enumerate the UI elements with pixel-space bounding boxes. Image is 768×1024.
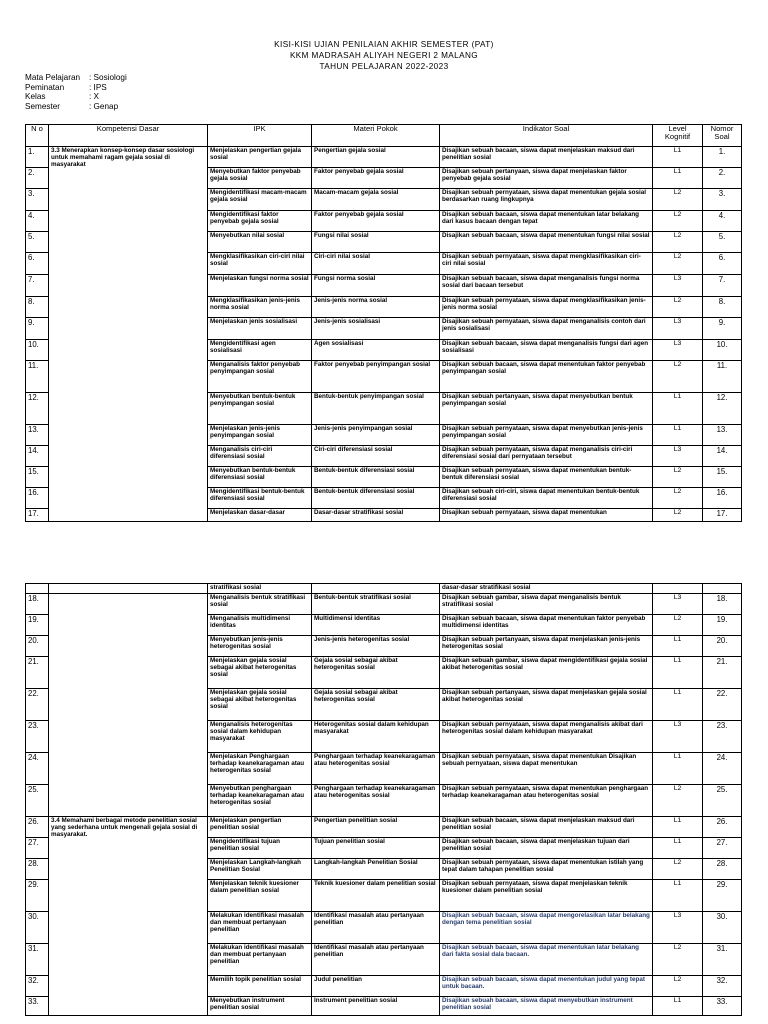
- indikator-cell: Disajikan sebuah bacaan, siswa dapat menentukan faktor penyebab penyimpangan sosial: [440, 361, 653, 393]
- ipk-cell: Menjelaskan jenis sosialisasi: [208, 318, 312, 340]
- document-title: KISI-KISI UJIAN PENILAIAN AKHIR SEMESTER (PAT): [274, 40, 494, 49]
- materi-cell: Penghargaan terhadap keanekaragaman atau heterogenitas sosial: [312, 785, 440, 817]
- no-cell: 17.: [26, 509, 49, 522]
- materi-cell: Bentuk-bentuk diferensiasi sosial: [312, 488, 440, 509]
- no-cell: 8.: [26, 297, 49, 318]
- no-cell: 31.: [26, 944, 49, 976]
- ipk-cell: Menyebutkan faktor penyebab gejala sosial: [208, 168, 312, 189]
- indikator-cell: Disajikan sebuah gambar, siswa dapat mengidentifikasi gejala sosial akibat heterogenitas sosial: [440, 657, 653, 689]
- materi-cell: Bentuk-bentuk penyimpangan sosial: [312, 393, 440, 425]
- col-nomor-soal: Nomor Soal: [703, 125, 742, 147]
- no-cell: 11.: [26, 361, 49, 393]
- col-level-kognitif: Level Kognitif: [653, 125, 703, 147]
- document-meta: [25, 73, 127, 111]
- nomor-cell: 5.: [703, 232, 742, 253]
- level-cell: L3: [653, 594, 703, 615]
- ipk-cell: Menyebutkan nilai sosial: [208, 232, 312, 253]
- meta-specialization: Peminatan : IPS: [25, 82, 107, 92]
- no-cell: 23.: [26, 721, 49, 753]
- no-cell: 22.: [26, 689, 49, 721]
- no-cell: 18.: [26, 594, 49, 615]
- col-no: N o: [26, 125, 49, 147]
- no-cell: 32.: [26, 976, 49, 997]
- nomor-cell: 30.: [703, 912, 742, 944]
- kompetensi-dasar-cell: [49, 594, 208, 817]
- ipk-cell: Menjelaskan pengertian penelitian sosial: [208, 817, 312, 838]
- ipk-cell: Menjelaskan gejala sosial sebagai akibat heterogenitas sosial: [208, 689, 312, 721]
- no-cell: 7.: [26, 275, 49, 297]
- materi-cell: Identifikasi masalah atau pertanyaan penelitian: [312, 912, 440, 944]
- no-cell: 15.: [26, 467, 49, 488]
- no-cell: 25.: [26, 785, 49, 817]
- no-cell: 19.: [26, 615, 49, 636]
- ipk-cell: Menjelaskan teknik kuesioner dalam penelitian sosial: [208, 880, 312, 912]
- materi-cell: Fungsi norma sosial: [312, 275, 440, 297]
- no-cell: 30.: [26, 912, 49, 944]
- indikator-cell: dasar-dasar stratifikasi sosial: [440, 584, 653, 594]
- col-ipk: IPK: [208, 125, 312, 147]
- ipk-cell: Mengidentifikasi faktor penyebab gejala sosial: [208, 211, 312, 232]
- materi-cell: Bentuk-bentuk stratifikasi sosial: [312, 594, 440, 615]
- no-cell: 9.: [26, 318, 49, 340]
- no-cell: 1.: [26, 147, 49, 168]
- ipk-cell: Menganalisis ciri-ciri diferensiasi sosial: [208, 446, 312, 467]
- no-cell: 20.: [26, 636, 49, 657]
- nomor-cell: 29.: [703, 880, 742, 912]
- materi-cell: Teknik kuesioner dalam penelitian sosial: [312, 880, 440, 912]
- no-cell: 27.: [26, 838, 49, 859]
- indikator-cell: Disajikan sebuah pernyataan, siswa dapat menentukan bentuk-bentuk diferensiasi sosial: [440, 467, 653, 488]
- no-cell: 10.: [26, 340, 49, 361]
- indikator-cell: Disajikan sebuah pernyataan, siswa dapat menentukan istilah yang tepat dalam tahapan penelitian sosial: [440, 859, 653, 880]
- indikator-cell: Disajikan sebuah bacaan, siswa dapat menentukan judul yang tepat untuk bacaan.: [440, 976, 653, 997]
- materi-cell: Langkah-langkah Penelitian Sosial: [312, 859, 440, 880]
- materi-cell: Jenis-jenis heterogenitas sosial: [312, 636, 440, 657]
- indikator-cell: Disajikan sebuah pertanyaan, siswa dapat menjelaskan faktor penyebab gejala sosial: [440, 168, 653, 189]
- nomor-cell: 24.: [703, 753, 742, 785]
- ipk-cell: Menjelaskan Langkah-langkah Penelitian Sosial: [208, 859, 312, 880]
- materi-cell: Ciri-ciri diferensiasi sosial: [312, 446, 440, 467]
- no-cell: 33.: [26, 997, 49, 1016]
- level-cell: L1: [653, 817, 703, 838]
- nomor-cell: 18.: [703, 594, 742, 615]
- materi-cell: Dasar-dasar stratifikasi sosial: [312, 509, 440, 522]
- materi-cell: Pengertian penelitian sosial: [312, 817, 440, 838]
- level-cell: L1: [653, 880, 703, 912]
- col-materi-pokok: Materi Pokok: [312, 125, 440, 147]
- level-cell: L1: [653, 657, 703, 689]
- level-cell: L2: [653, 232, 703, 253]
- indikator-cell: Disajikan sebuah pernyataan, siswa dapat menentukan penghargaan terhadap keanekaragaman atau heterogenitas sosial: [440, 785, 653, 817]
- level-cell: L1: [653, 838, 703, 859]
- no-cell: 29.: [26, 880, 49, 912]
- no-cell: 24.: [26, 753, 49, 785]
- ipk-cell: Memilih topik penelitian sosial: [208, 976, 312, 997]
- nomor-cell: 19.: [703, 615, 742, 636]
- level-cell: L3: [653, 446, 703, 467]
- level-cell: L3: [653, 340, 703, 361]
- no-cell: 14.: [26, 446, 49, 467]
- nomor-cell: 15.: [703, 467, 742, 488]
- ipk-cell: Mengidentifikasi bentuk-bentuk diferensiasi sosial: [208, 488, 312, 509]
- indikator-cell: Disajikan sebuah pertanyaan, siswa dapat menyebutkan bentuk penyimpangan sosial: [440, 393, 653, 425]
- nomor-cell: 31.: [703, 944, 742, 976]
- indikator-cell: Disajikan sebuah gambar, siswa dapat menganalisis bentuk stratifikasi sosial: [440, 594, 653, 615]
- ipk-cell: Menjelaskan jenis-jenis penyimpangan sosial: [208, 425, 312, 446]
- ipk-cell: Mengklasifikasikan ciri-ciri nilai sosial: [208, 253, 312, 275]
- kisi-kisi-table: [25, 124, 742, 522]
- nomor-cell: 27.: [703, 838, 742, 859]
- materi-cell: Jenis-jenis norma sosial: [312, 297, 440, 318]
- materi-cell: Faktor penyebab gejala sosial: [312, 168, 440, 189]
- level-cell: L3: [653, 721, 703, 753]
- level-cell: L2: [653, 297, 703, 318]
- ipk-cell: Mengklasifikasikan jenis-jenis norma sosial: [208, 297, 312, 318]
- col-indikator-soal: Indikator Soal: [440, 125, 653, 147]
- level-cell: L2: [653, 976, 703, 997]
- indikator-cell: Disajikan sebuah pertanyaan, siswa dapat menjelaskan jenis-jenis heterogenitas sosial: [440, 636, 653, 657]
- indikator-cell: Disajikan sebuah bacaan, siswa dapat menentukan latar belakang dari kasus bacaan dengan tepat: [440, 211, 653, 232]
- no-cell: 16.: [26, 488, 49, 509]
- ipk-cell: Melakukan identifikasi masalah dan membuat pertanyaan penelitian: [208, 912, 312, 944]
- meta-semester: Semester : Genap: [25, 101, 119, 111]
- nomor-cell: 16.: [703, 488, 742, 509]
- ipk-cell: Menjelaskan dasar-dasar: [208, 509, 312, 522]
- indikator-cell: Disajikan sebuah pernyataan, siswa dapat menentukan: [440, 509, 653, 522]
- nomor-cell: 26.: [703, 817, 742, 838]
- level-cell: L2: [653, 361, 703, 393]
- ipk-cell: Menganalisis bentuk stratifikasi sosial: [208, 594, 312, 615]
- ipk-cell: Menyebutkan jenis-jenis heterogenitas sosial: [208, 636, 312, 657]
- ipk-cell: Menganalisis multidimensi identitas: [208, 615, 312, 636]
- nomor-cell: 2.: [703, 168, 742, 189]
- no-cell: 4.: [26, 211, 49, 232]
- nomor-cell: 23.: [703, 721, 742, 753]
- indikator-cell: Disajikan sebuah pernyataan, siswa dapat menyebutkan jenis-jenis penyimpangan sosial: [440, 425, 653, 446]
- indikator-cell: Disajikan sebuah ciri-ciri, siswa dapat menentukan bentuk-bentuk diferensiasi sosial: [440, 488, 653, 509]
- indikator-cell: Disajikan sebuah bacaan, siswa dapat menganalisis fungsi dari agen sosialisasi: [440, 340, 653, 361]
- indikator-cell: Disajikan sebuah pernyataan, siswa dapat menentukan gejala sosial berdasarkan ruang lingkupnya: [440, 189, 653, 211]
- nomor-cell: 14.: [703, 446, 742, 467]
- nomor-cell: 3.: [703, 189, 742, 211]
- level-cell: L2: [653, 211, 703, 232]
- nomor-cell: 32.: [703, 976, 742, 997]
- indikator-cell: Disajikan sebuah bacaan, siswa dapat mengorelasikan latar belakang dengan tema penelitian sosial: [440, 912, 653, 944]
- indikator-cell: Disajikan sebuah pernyataan, siswa dapat menentukan Disajikan sebuah pernyataan, siswa dapat menentukan: [440, 753, 653, 785]
- kompetensi-dasar-cell: 3.4 Memahami berbagai metode penelitian sosial yang sederhana untuk mengenali gejala sosial di masyarakat.: [49, 817, 208, 1016]
- indikator-cell: Disajikan sebuah pernyataan, siswa dapat mengklasifikasikan jenis-jenis norma sosial: [440, 297, 653, 318]
- materi-cell: Gejala sosial sebagai akibat heterogenitas sosial: [312, 689, 440, 721]
- nomor-cell: 13.: [703, 425, 742, 446]
- indikator-cell: Disajikan sebuah bacaan, siswa dapat menentukan faktor penyebab multidimensi identitas: [440, 615, 653, 636]
- table-header-row: [26, 125, 742, 147]
- materi-cell: Tujuan penelitian sosial: [312, 838, 440, 859]
- level-cell: L2: [653, 859, 703, 880]
- indikator-cell: Disajikan sebuah bacaan, siswa dapat menganalisis fungsi norma sosial dari bacaan tersebut: [440, 275, 653, 297]
- materi-cell: Jenis-jenis penyimpangan sosial: [312, 425, 440, 446]
- kisi-kisi-table-continued: [25, 583, 742, 1016]
- indikator-cell: Disajikan sebuah bacaan, siswa dapat menjelaskan maksud dari penelitian sosial: [440, 147, 653, 168]
- meta-subject: Mata Pelajaran : Sosiologi: [25, 73, 127, 82]
- page-gap: [0, 530, 768, 580]
- ipk-cell: Menjelaskan fungsi norma sosial: [208, 275, 312, 297]
- level-cell: L1: [653, 393, 703, 425]
- ipk-cell: Menyebutkan instrument penelitian sosial: [208, 997, 312, 1016]
- ipk-cell: Melakukan identifikasi masalah dan membuat pertanyaan penelitian: [208, 944, 312, 976]
- indikator-cell: Disajikan sebuah pertanyaan, siswa dapat menjelaskan gejala sosial akibat heterogenitas sosial: [440, 689, 653, 721]
- ipk-cell: Menyebutkan bentuk-bentuk penyimpangan sosial: [208, 393, 312, 425]
- level-cell: L1: [653, 636, 703, 657]
- ipk-cell: Menyebutkan bentuk-bentuk diferensiasi sosial: [208, 467, 312, 488]
- level-cell: L2: [653, 189, 703, 211]
- nomor-cell: 9.: [703, 318, 742, 340]
- nomor-cell: 4.: [703, 211, 742, 232]
- nomor-cell: 6.: [703, 253, 742, 275]
- indikator-cell: Disajikan sebuah pernyataan, siswa dapat menganalisis ciri-ciri diferensiasi sosial dari pernyataan tersebut: [440, 446, 653, 467]
- nomor-cell: 11.: [703, 361, 742, 393]
- level-cell: L3: [653, 275, 703, 297]
- no-cell: 5.: [26, 232, 49, 253]
- nomor-cell: 33.: [703, 997, 742, 1016]
- indikator-cell: Disajikan sebuah pernyataan, siswa dapat mengklasifikasikan ciri-ciri nilai sosial: [440, 253, 653, 275]
- materi-cell: Macam-macam gejala sosial: [312, 189, 440, 211]
- materi-cell: Jenis-jenis sosialisasi: [312, 318, 440, 340]
- level-cell: L1: [653, 168, 703, 189]
- nomor-cell: 20.: [703, 636, 742, 657]
- no-cell: 28.: [26, 859, 49, 880]
- nomor-cell: 8.: [703, 297, 742, 318]
- no-cell: 2.: [26, 168, 49, 189]
- ipk-cell: Menjelaskan pengertian gejala sosial: [208, 147, 312, 168]
- no-cell: 13.: [26, 425, 49, 446]
- level-cell: L3: [653, 912, 703, 944]
- col-kompetensi-dasar: Kompetensi Dasar: [49, 125, 208, 147]
- materi-cell: Bentuk-bentuk diferensiasi sosial: [312, 467, 440, 488]
- meta-class: Kelas : X: [25, 92, 100, 102]
- indikator-cell: Disajikan sebuah bacaan, siswa dapat menjelaskan tujuan dari penelitian sosial: [440, 838, 653, 859]
- level-cell: L1: [653, 147, 703, 168]
- level-cell: L3: [653, 318, 703, 340]
- ipk-cell: Menganalisis faktor penyebab penyimpangan sosial: [208, 361, 312, 393]
- ipk-cell: stratifikasi sosial: [208, 584, 312, 594]
- indikator-cell: Disajikan sebuah pernyataan, siswa dapat menjelaskan teknik kuesioner dalam penelitian sosial: [440, 880, 653, 912]
- no-cell: 6.: [26, 253, 49, 275]
- no-cell: 26.: [26, 817, 49, 838]
- materi-cell: Gejala sosial sebagai akibat heterogenitas sosial: [312, 657, 440, 689]
- materi-cell: Agen sosialisasi: [312, 340, 440, 361]
- indikator-cell: Disajikan sebuah pernyataan, siswa dapat menganalisis akibat dari heterogenitas sosial dalam kehidupan masyarakat: [440, 721, 653, 753]
- nomor-cell: 7.: [703, 275, 742, 297]
- level-cell: L2: [653, 615, 703, 636]
- materi-cell: Judul penelitian: [312, 976, 440, 997]
- materi-cell: Heterogenitas sosial dalam kehidupan masyarakat: [312, 721, 440, 753]
- level-cell: L2: [653, 253, 703, 275]
- ipk-cell: Menyebutkan penghargaan terhadap keanekaragaman atau heterogenitas sosial: [208, 785, 312, 817]
- level-cell: L2: [653, 488, 703, 509]
- level-cell: L1: [653, 425, 703, 446]
- level-cell: L2: [653, 467, 703, 488]
- no-cell: 21.: [26, 657, 49, 689]
- school-name: KKM MADRASAH ALIYAH NEGERI 2 MALANG: [289, 51, 479, 60]
- nomor-cell: 25.: [703, 785, 742, 817]
- nomor-cell: 22.: [703, 689, 742, 721]
- ipk-cell: Menjelaskan gejala sosial sebagai akibat heterogenitas sosial: [208, 657, 312, 689]
- ipk-cell: Mengidentifikasi agen sosialisasi: [208, 340, 312, 361]
- indikator-cell: Disajikan sebuah bacaan, siswa dapat menentukan fungsi nilai sosial: [440, 232, 653, 253]
- indikator-cell: Disajikan sebuah bacaan, siswa dapat menyebutkan instrument penelitian sosial: [440, 997, 653, 1016]
- academic-year: TAHUN PELAJARAN 2022-2023: [319, 62, 449, 71]
- nomor-cell: 12.: [703, 393, 742, 425]
- ipk-cell: Mengidentifikasi tujuan penelitian sosial: [208, 838, 312, 859]
- table-row: [26, 147, 742, 168]
- level-cell: L1: [653, 997, 703, 1016]
- level-cell: L2: [653, 785, 703, 817]
- level-cell: L2: [653, 944, 703, 976]
- level-cell: L1: [653, 689, 703, 721]
- ipk-cell: Mengidentifikasi macam-macam gejala sosial: [208, 189, 312, 211]
- materi-cell: Faktor penyebab penyimpangan sosial: [312, 361, 440, 393]
- kompetensi-dasar-cell: 3.3 Menerapkan konsep-konsep dasar sosiologi untuk memahami ragam gejala sosial di masyarakat: [49, 147, 208, 522]
- materi-cell: Identifikasi masalah atau pertanyaan penelitian: [312, 944, 440, 976]
- materi-cell: Multidimensi identitas: [312, 615, 440, 636]
- materi-cell: Penghargaan terhadap keanekaragaman atau heterogenitas sosial: [312, 753, 440, 785]
- table-row: [26, 594, 742, 615]
- indikator-cell: Disajikan sebuah bacaan, siswa dapat menjelaskan maksud dari penelitian sosial: [440, 817, 653, 838]
- no-cell: 12.: [26, 393, 49, 425]
- nomor-cell: 10.: [703, 340, 742, 361]
- nomor-cell: 28.: [703, 859, 742, 880]
- table-row-continued: [26, 584, 742, 594]
- indikator-cell: Disajikan sebuah bacaan, siswa dapat menentukan latar belakang dari fakta sosial dala bacaan.: [440, 944, 653, 976]
- materi-cell: Faktor penyebab gejala sosial: [312, 211, 440, 232]
- materi-cell: Fungsi nilai sosial: [312, 232, 440, 253]
- indikator-cell: Disajikan sebuah pernyataan, siswa dapat menganalisis contoh dari jenis sosialisasi: [440, 318, 653, 340]
- materi-cell: Instrument penelitian sosial: [312, 997, 440, 1016]
- nomor-cell: 1.: [703, 147, 742, 168]
- ipk-cell: Menjelaskan Penghargaan terhadap keanekaragaman atau heterogenitas sosial: [208, 753, 312, 785]
- table-row: [26, 817, 742, 838]
- materi-cell: Ciri-ciri nilai sosial: [312, 253, 440, 275]
- level-cell: L2: [653, 509, 703, 522]
- document-page-2: [0, 580, 768, 1024]
- level-cell: L1: [653, 753, 703, 785]
- ipk-cell: Menganalisis heterogenitas sosial dalam kehidupan masyarakat: [208, 721, 312, 753]
- nomor-cell: 21.: [703, 657, 742, 689]
- nomor-cell: 17.: [703, 509, 742, 522]
- no-cell: 3.: [26, 189, 49, 211]
- materi-cell: Pengertian gejala sosial: [312, 147, 440, 168]
